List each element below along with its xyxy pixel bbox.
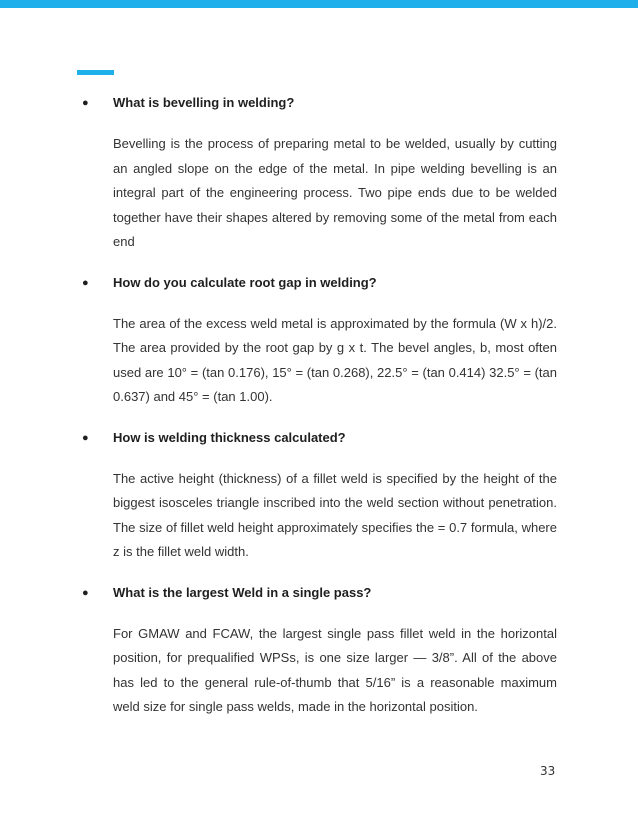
- section-accent-rule: [77, 70, 114, 75]
- qa-item-largest-weld: [79, 581, 557, 720]
- question-text: What is the largest Weld in a single pass?: [113, 584, 372, 600]
- qa-section: [79, 91, 557, 720]
- page-number: 33: [540, 764, 556, 778]
- bullet-icon: ●: [82, 276, 89, 289]
- answer-paragraph: For GMAW and FCAW, the largest single pass fillet weld in the horizontal position, for prequalified WPSs, is one size larger — 3/8”. All of the above has led to the general rule-of-thumb that 5/16” is a reasonable maximum weld size for single pass welds, made in the horizontal position.: [113, 625, 557, 714]
- answer-paragraph: Bevelling is the process of preparing metal to be welded, usually by cutting an angled slope on the edge of the metal. In pipe welding bevelling is an integral part of the engineering process. Two pipe ends due to be welded together have their shapes altered by removing some of the metal from each end: [113, 136, 557, 249]
- question-text: How do you calculate root gap in welding?: [113, 274, 377, 290]
- question-text: How is welding thickness calculated?: [113, 429, 346, 445]
- qa-item-bevelling: [79, 91, 557, 255]
- question-heading: [79, 271, 557, 295]
- bullet-icon: ●: [82, 431, 89, 444]
- top-accent-bar: [0, 0, 638, 8]
- question-heading: [79, 91, 557, 115]
- question-text: What is bevelling in welding?: [113, 95, 295, 110]
- bullet-icon: ●: [82, 97, 89, 109]
- answer-paragraph: The active height (thickness) of a fillet weld is specified by the height of the biggest isosceles triangle inscribed into the weld section without penetration. The size of fillet weld height approximately specifies the = 0.7 formula, where z is the fillet weld width.: [113, 470, 557, 559]
- question-heading: [79, 581, 557, 605]
- qa-item-root-gap: [79, 271, 557, 410]
- qa-item-thickness: [79, 426, 557, 565]
- question-heading: [79, 426, 557, 450]
- bullet-icon: ●: [82, 586, 89, 599]
- answer-paragraph: The area of the excess weld metal is approximated by the formula (W x h)/2. The area provided by the root gap by g x t. The bevel angles, b, most often used are 10° = (tan 0.176), 15° = (tan 0.268), 22.5° = (tan 0.414) 32.5° = (tan 0.637) and 45° = (tan 1.00).: [113, 315, 557, 404]
